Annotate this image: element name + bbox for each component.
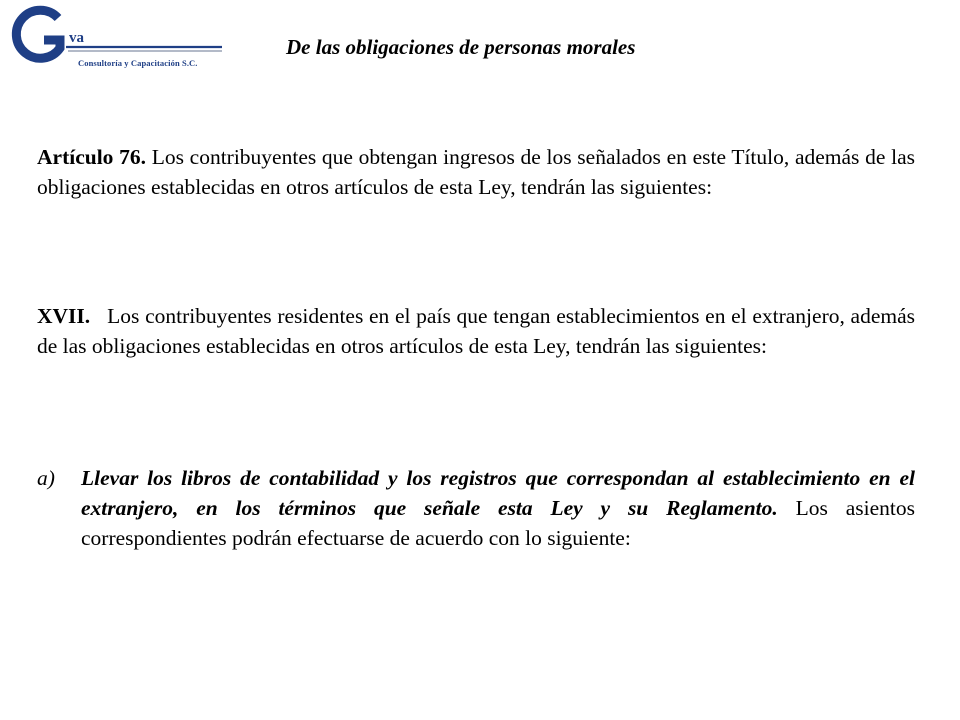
company-logo [6, 4, 228, 72]
logo-caption: Consultoría y Capacitación S.C. [78, 58, 198, 68]
logo-letters-va: va [69, 30, 84, 46]
page-title: De las obligaciones de personas morales [286, 35, 636, 59]
list-item-bold-text: Llevar los libros de contabilidad y los registros que correspondan al establecimiento en el extranjero, en los términos que señale esta Ley y su Reglamento. [81, 466, 915, 520]
section-paragraph [37, 301, 915, 361]
list-item-a [37, 463, 915, 553]
list-item-marker: a) [37, 466, 55, 490]
article-text: Los contribuyentes que obtengan ingresos de los señalados en este Título, además de las obligaciones establecidas en otros artículos de esta Ley, tendrán las siguientes: [37, 145, 915, 199]
list-item-body [81, 463, 915, 553]
article-paragraph [37, 142, 915, 202]
section-numeral: XVII. [37, 304, 91, 328]
article-number: Artículo 76. [37, 145, 146, 169]
list-item-text: Los asientos correspondientes podrán efectuarse de acuerdo con lo siguiente: [81, 496, 915, 550]
section-text: Los contribuyentes residentes en el país que tengan establecimientos en el extranjero, además de las obligaciones establecidas en otros artículos de esta Ley, tendrán las siguientes: [37, 304, 915, 358]
logo-g-shape [16, 10, 60, 58]
